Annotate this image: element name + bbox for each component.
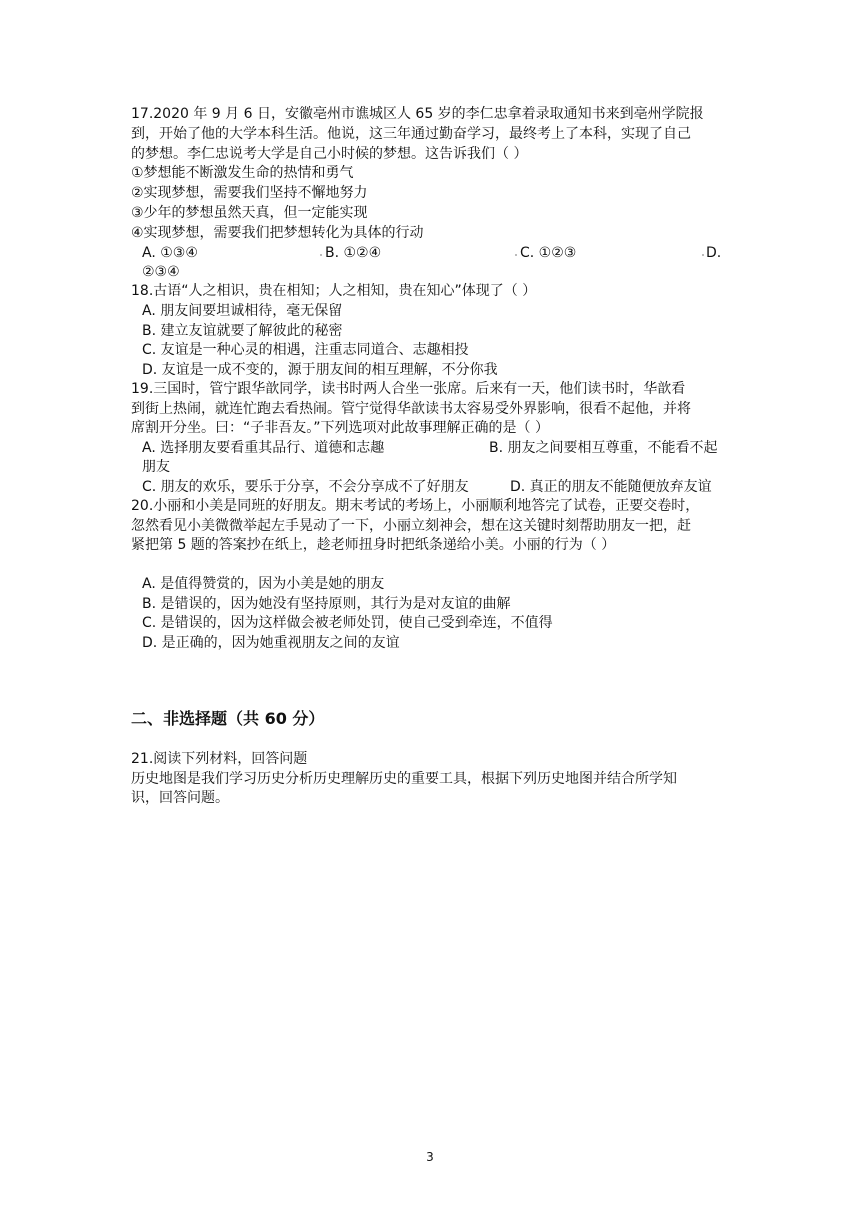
q17-option-a: A. ①③④ xyxy=(142,245,198,261)
q19-option-b-continued: 朋友 xyxy=(142,459,170,475)
q19-option-a: A. 选择朋友要看重其品行、道德和志趣 xyxy=(142,440,385,456)
q21-stem-line-3: 识，回答问题。 xyxy=(131,790,229,806)
q17-stem-line-3: 的梦想。李仁忠说考大学是自己小时候的梦想。这告诉我们（ ） xyxy=(131,146,528,162)
q19-stem-line-2: 到街上热闹，就连忙跑去看热闹。管宁觉得华歆读书太容易受外界影响，很看不起他，并将 xyxy=(131,401,691,417)
q17-option-b: B. ①②④ xyxy=(325,245,382,261)
tab-marker xyxy=(515,254,517,256)
q18-option-a: A. 朋友间要坦诚相待，毫无保留 xyxy=(142,303,343,319)
section-heading: 二、非选择题（共 60 分） xyxy=(131,709,325,728)
q20-option-c: C. 是错误的，因为这样做会被老师处罚，使自己受到牵连，不值得 xyxy=(142,615,553,631)
q17-item-4: ④实现梦想，需要我们把梦想转化为具体的行动 xyxy=(131,225,424,241)
tab-marker xyxy=(702,254,704,256)
q19-option-b: B. 朋友之间要相互尊重，不能看不起 xyxy=(489,440,718,456)
q20-option-b: B. 是错误的，因为她没有坚持原则，其行为是对友谊的曲解 xyxy=(142,596,511,612)
page-number: 3 xyxy=(426,1150,434,1164)
q17-item-2: ②实现梦想，需要我们坚持不懈地努力 xyxy=(131,185,368,201)
tab-marker xyxy=(320,254,322,256)
q20-stem-line-1: 20.小丽和小美是同班的好朋友。期末考试的考场上，小丽顺利地答完了试卷，正要交卷时， xyxy=(131,498,700,514)
q17-stem-line-2: 到，开始了他的大学本科生活。他说，这三年通过勤奋学习，最终考上了本科，实现了自己 xyxy=(131,126,691,142)
q17-option-d: D. xyxy=(706,245,722,261)
q18-option-b: B. 建立友谊就要了解彼此的秘密 xyxy=(142,323,343,339)
q19-stem-line-1: 19.三国时，管宁跟华歆同学，读书时两人合坐一张席。后来有一天，他们读书时，华歆看 xyxy=(131,381,686,397)
q19-option-d: D. 真正的朋友不能随便放弃友谊 xyxy=(510,479,712,495)
q17-item-1: ①梦想能不断激发生命的热情和勇气 xyxy=(131,165,354,181)
q18-option-c: C. 友谊是一种心灵的相遇，注重志同道合、志趣相投 xyxy=(142,342,469,358)
q20-option-a: A. 是值得赞赏的，因为小美是她的朋友 xyxy=(142,576,385,592)
q17-stem-line-1: 17.2020 年 9 月 6 日，安徽亳州市谯城区人 65 岁的李仁忠拿着录取通知书来到亳州学院报 xyxy=(131,106,704,122)
q20-stem-line-3: 紧把第 5 题的答案抄在纸上，趁老师扭身时把纸条递给小美。小丽的行为（ ） xyxy=(131,537,616,553)
q19-option-c: C. 朋友的欢乐，要乐于分享，不会分享成不了好朋友 xyxy=(142,479,469,495)
q21-stem-line-1: 21.阅读下列材料，回答问题 xyxy=(131,751,308,767)
q17-option-d-continued: ②③④ xyxy=(142,264,180,280)
q17-option-c: C. ①②③ xyxy=(520,245,577,261)
q18-stem: 18.古语“人之相识，贵在相知；人之相知，贵在知心”体现了（ ） xyxy=(131,283,537,299)
q18-option-d: D. 友谊是一成不变的，源于朋友间的相互理解，不分你我 xyxy=(142,362,498,378)
q17-item-3: ③少年的梦想虽然天真，但一定能实现 xyxy=(131,205,368,221)
q19-stem-line-3: 席割开分坐。曰：“子非吾友。”下列选项对此故事理解正确的是（ ） xyxy=(131,420,549,436)
q21-stem-line-2: 历史地图是我们学习历史分析历史理解历史的重要工具，根据下列历史地图并结合所学知 xyxy=(131,771,677,787)
q20-option-d: D. 是正确的，因为她重视朋友之间的友谊 xyxy=(142,635,400,651)
q20-stem-line-2: 忽然看见小美微微举起左手晃动了一下，小丽立刻神会，想在这关键时刻帮助朋友一把，赶 xyxy=(131,518,691,534)
